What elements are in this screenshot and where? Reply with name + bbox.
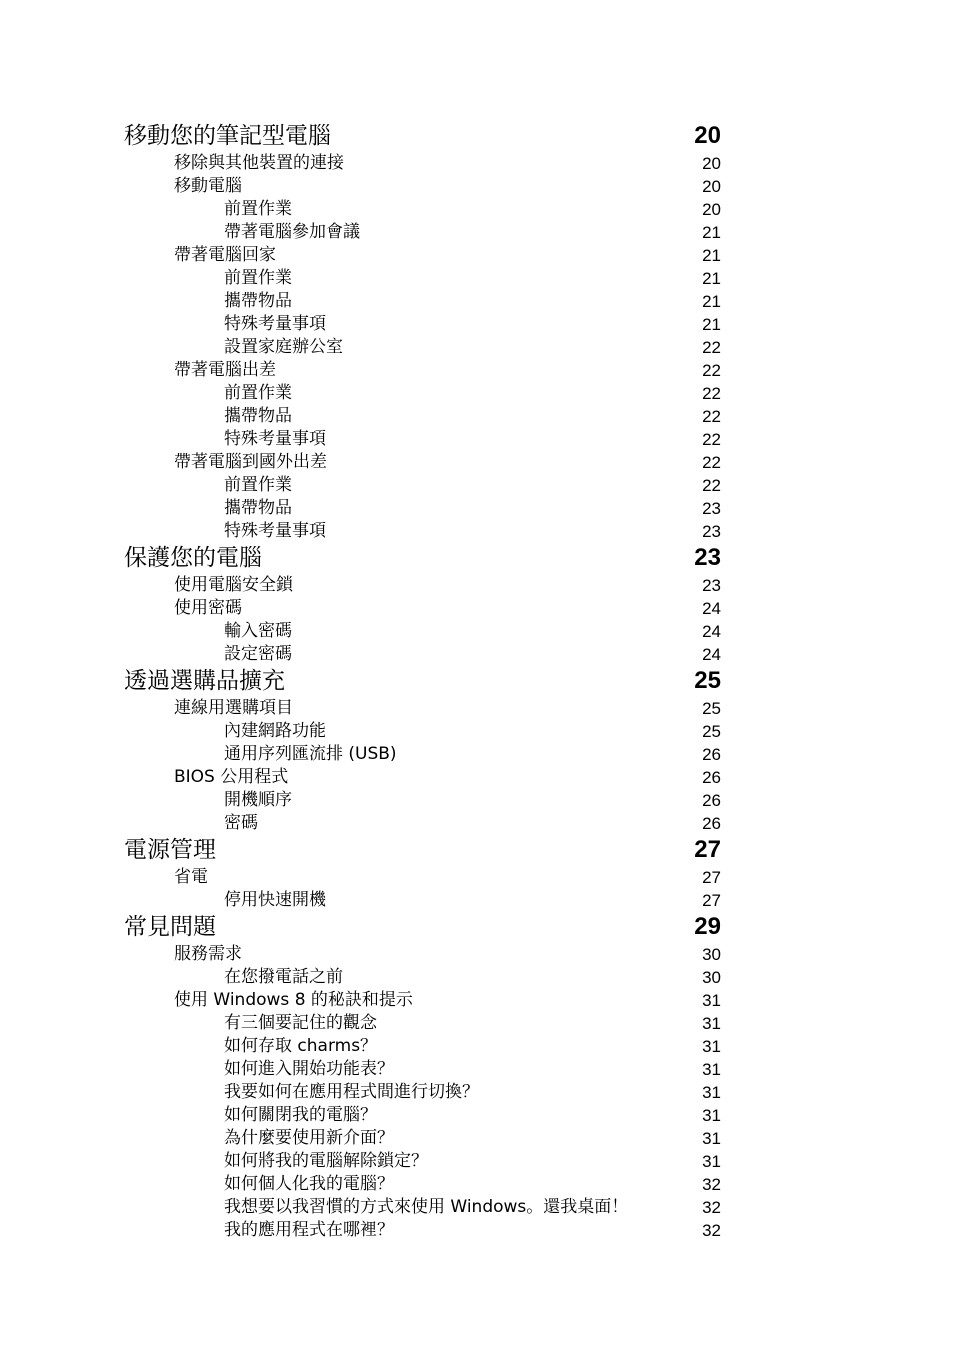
toc-entry-title: 在您撥電話之前: [224, 967, 343, 987]
toc-entry-page-number: 20: [702, 154, 721, 173]
toc-subsection-row[interactable]: [0, 1219, 954, 1242]
toc-subsection-row[interactable]: [0, 474, 954, 497]
toc-entry-title: 透過選購品擴充: [124, 668, 285, 694]
toc-entry-page-number: 24: [702, 622, 721, 641]
toc-entry-title: 為什麼要使用新介面？: [224, 1128, 394, 1148]
toc-subsection-row[interactable]: [0, 290, 954, 313]
toc-entry-page-number: 30: [702, 945, 721, 964]
toc-entry-page-number: 22: [702, 476, 721, 495]
toc-entry-title: 我想要以我習慣的方式來使用 Windows。還我桌面！: [224, 1197, 629, 1217]
toc-entry-title: 前置作業: [224, 383, 292, 403]
toc-entry-page-number: 23: [702, 499, 721, 518]
toc-entry-title: 使用 Windows 8 的秘訣和提示: [174, 990, 413, 1010]
toc-entry-page-number: 29: [694, 913, 721, 940]
toc-subsection-row[interactable]: [0, 1127, 954, 1150]
toc-entry-title: 停用快速開機: [224, 890, 326, 910]
toc-entry-title: 帶著電腦回家: [174, 245, 276, 265]
toc-entry-title: 通用序列匯流排 (USB): [224, 744, 397, 764]
toc-subsection-row[interactable]: [0, 812, 954, 835]
toc-entry-title: 特殊考量事項: [224, 521, 326, 541]
toc-entry-title: 攜帶物品: [224, 406, 292, 426]
toc-chapter-row[interactable]: [0, 666, 954, 696]
toc-entry-page-number: 25: [702, 722, 721, 741]
toc-entry-page-number: 24: [702, 599, 721, 618]
toc-entry-page-number: 20: [702, 177, 721, 196]
toc-entry-page-number: 31: [702, 1129, 721, 1148]
toc-chapter-row[interactable]: [0, 912, 954, 942]
toc-subsection-row[interactable]: [0, 1035, 954, 1058]
toc-section-row[interactable]: [0, 866, 954, 889]
toc-entry-title: 前置作業: [224, 199, 292, 219]
toc-subsection-row[interactable]: [0, 267, 954, 290]
toc-chapter-row[interactable]: [0, 835, 954, 865]
toc-entry-title: 電源管理: [124, 837, 216, 863]
toc-entry-title: 如何將我的電腦解除鎖定？: [224, 1151, 428, 1171]
toc-entry-title: 移動您的筆記型電腦: [124, 123, 331, 149]
toc-subsection-row[interactable]: [0, 643, 954, 666]
toc-section-row[interactable]: [0, 359, 954, 382]
toc-entry-page-number: 26: [702, 814, 721, 833]
toc-subsection-row[interactable]: [0, 497, 954, 520]
toc-entry-title: 我的應用程式在哪裡？: [224, 1220, 394, 1240]
toc-entry-title: 使用電腦安全鎖: [174, 575, 293, 595]
toc-entry-title: 省電: [174, 867, 208, 887]
toc-entry-title: 如何存取 charms？: [224, 1036, 378, 1056]
toc-entry-page-number: 23: [694, 544, 721, 571]
toc-entry-page-number: 30: [702, 968, 721, 987]
toc-entry-title: 內建網路功能: [224, 721, 326, 741]
toc-subsection-row[interactable]: [0, 1150, 954, 1173]
toc-entry-page-number: 32: [702, 1221, 721, 1240]
toc-section-row[interactable]: [0, 943, 954, 966]
toc-entry-title: 服務需求: [174, 944, 242, 964]
toc-entry-page-number: 21: [702, 223, 721, 242]
toc-section-row[interactable]: [0, 152, 954, 175]
toc-entry-title: 移動電腦: [174, 176, 242, 196]
toc-entry-title: 移除與其他裝置的連接: [174, 153, 344, 173]
toc-entry-title: 如何關閉我的電腦？: [224, 1105, 377, 1125]
toc-subsection-row[interactable]: [0, 313, 954, 336]
toc-subsection-row[interactable]: [0, 520, 954, 543]
toc-subsection-row[interactable]: [0, 620, 954, 643]
toc-section-row[interactable]: [0, 175, 954, 198]
toc-entry-page-number: 26: [702, 745, 721, 764]
toc-entry-page-number: 21: [702, 315, 721, 334]
toc-entry-page-number: 21: [702, 269, 721, 288]
toc-subsection-row[interactable]: [0, 336, 954, 359]
toc-entry-title: 攜帶物品: [224, 291, 292, 311]
toc-entry-page-number: 22: [702, 384, 721, 403]
toc-entry-page-number: 32: [702, 1198, 721, 1217]
toc-entry-title: 特殊考量事項: [224, 429, 326, 449]
toc-section-row[interactable]: [0, 989, 954, 1012]
toc-subsection-row[interactable]: [0, 1081, 954, 1104]
toc-entry-page-number: 23: [702, 576, 721, 595]
toc-entry-page-number: 25: [694, 667, 721, 694]
toc-section-row[interactable]: [0, 597, 954, 620]
toc-entry-title: 連線用選購項目: [174, 698, 293, 718]
toc-section-row[interactable]: [0, 244, 954, 267]
toc-entry-title: 如何進入開始功能表？: [224, 1059, 394, 1079]
toc-entry-page-number: 22: [702, 361, 721, 380]
toc-entry-title: 常見問題: [124, 914, 216, 940]
toc-section-row[interactable]: [0, 766, 954, 789]
toc-subsection-row[interactable]: [0, 1104, 954, 1127]
toc-section-row[interactable]: [0, 697, 954, 720]
toc-subsection-row[interactable]: [0, 382, 954, 405]
toc-entry-title: 我要如何在應用程式間進行切換？: [224, 1082, 479, 1102]
toc-entry-title: 如何個人化我的電腦？: [224, 1174, 394, 1194]
toc-subsection-row[interactable]: [0, 428, 954, 451]
toc-entry-page-number: 21: [702, 246, 721, 265]
toc-subsection-row[interactable]: [0, 405, 954, 428]
toc-entry-page-number: 22: [702, 430, 721, 449]
toc-entry-page-number: 22: [702, 338, 721, 357]
toc-entry-page-number: 27: [702, 891, 721, 910]
toc-subsection-row[interactable]: [0, 1012, 954, 1035]
toc-subsection-row[interactable]: [0, 720, 954, 743]
toc-entry-title: 前置作業: [224, 268, 292, 288]
toc-subsection-row[interactable]: [0, 198, 954, 221]
toc-entry-page-number: 20: [694, 122, 721, 149]
toc-subsection-row[interactable]: [0, 1058, 954, 1081]
toc-entry-page-number: 31: [702, 1083, 721, 1102]
toc-chapter-row[interactable]: [0, 121, 954, 151]
toc-entry-page-number: 31: [702, 1106, 721, 1125]
toc-subsection-row[interactable]: [0, 221, 954, 244]
toc-entry-page-number: 31: [702, 1037, 721, 1056]
toc-entry-page-number: 27: [694, 836, 721, 863]
toc-entry-page-number: 25: [702, 699, 721, 718]
toc-entry-page-number: 26: [702, 791, 721, 810]
toc-subsection-row[interactable]: [0, 889, 954, 912]
toc-subsection-row[interactable]: [0, 1196, 954, 1219]
toc-entry-title: 使用密碼: [174, 598, 242, 618]
toc-entry-title: 輸入密碼: [224, 621, 292, 641]
toc-entry-title: 設置家庭辦公室: [224, 337, 343, 357]
toc-entry-page-number: 31: [702, 1060, 721, 1079]
toc-entry-page-number: 23: [702, 522, 721, 541]
toc-entry-page-number: 31: [702, 1152, 721, 1171]
toc-entry-page-number: 21: [702, 292, 721, 311]
toc-entry-title: 開機順序: [224, 790, 292, 810]
toc-subsection-row[interactable]: [0, 789, 954, 812]
toc-entry-page-number: 26: [702, 768, 721, 787]
toc-entry-page-number: 32: [702, 1175, 721, 1194]
toc-entry-page-number: 24: [702, 645, 721, 664]
toc-chapter-row[interactable]: [0, 543, 954, 573]
toc-entry-title: 帶著電腦參加會議: [224, 222, 360, 242]
toc-entry-page-number: 22: [702, 407, 721, 426]
toc-entry-page-number: 20: [702, 200, 721, 219]
toc-entry-title: 攜帶物品: [224, 498, 292, 518]
toc-entry-title: 前置作業: [224, 475, 292, 495]
toc-entry-page-number: 22: [702, 453, 721, 472]
toc-entry-title: BIOS 公用程式: [174, 767, 289, 787]
toc-entry-title: 帶著電腦出差: [174, 360, 276, 380]
toc-section-row[interactable]: [0, 574, 954, 597]
toc-subsection-row[interactable]: [0, 743, 954, 766]
toc-entry-page-number: 31: [702, 991, 721, 1010]
toc-entry-title: 設定密碼: [224, 644, 292, 664]
toc-entry-page-number: 27: [702, 868, 721, 887]
toc-entry-title: 保護您的電腦: [124, 545, 262, 571]
toc-entry-title: 帶著電腦到國外出差: [174, 452, 327, 472]
toc-subsection-row[interactable]: [0, 1173, 954, 1196]
toc-entry-title: 有三個要記住的觀念: [224, 1013, 377, 1033]
toc-entry-title: 密碼: [224, 813, 258, 833]
toc-entry-page-number: 31: [702, 1014, 721, 1033]
toc-section-row[interactable]: [0, 451, 954, 474]
toc-subsection-row[interactable]: [0, 966, 954, 989]
toc-entry-title: 特殊考量事項: [224, 314, 326, 334]
